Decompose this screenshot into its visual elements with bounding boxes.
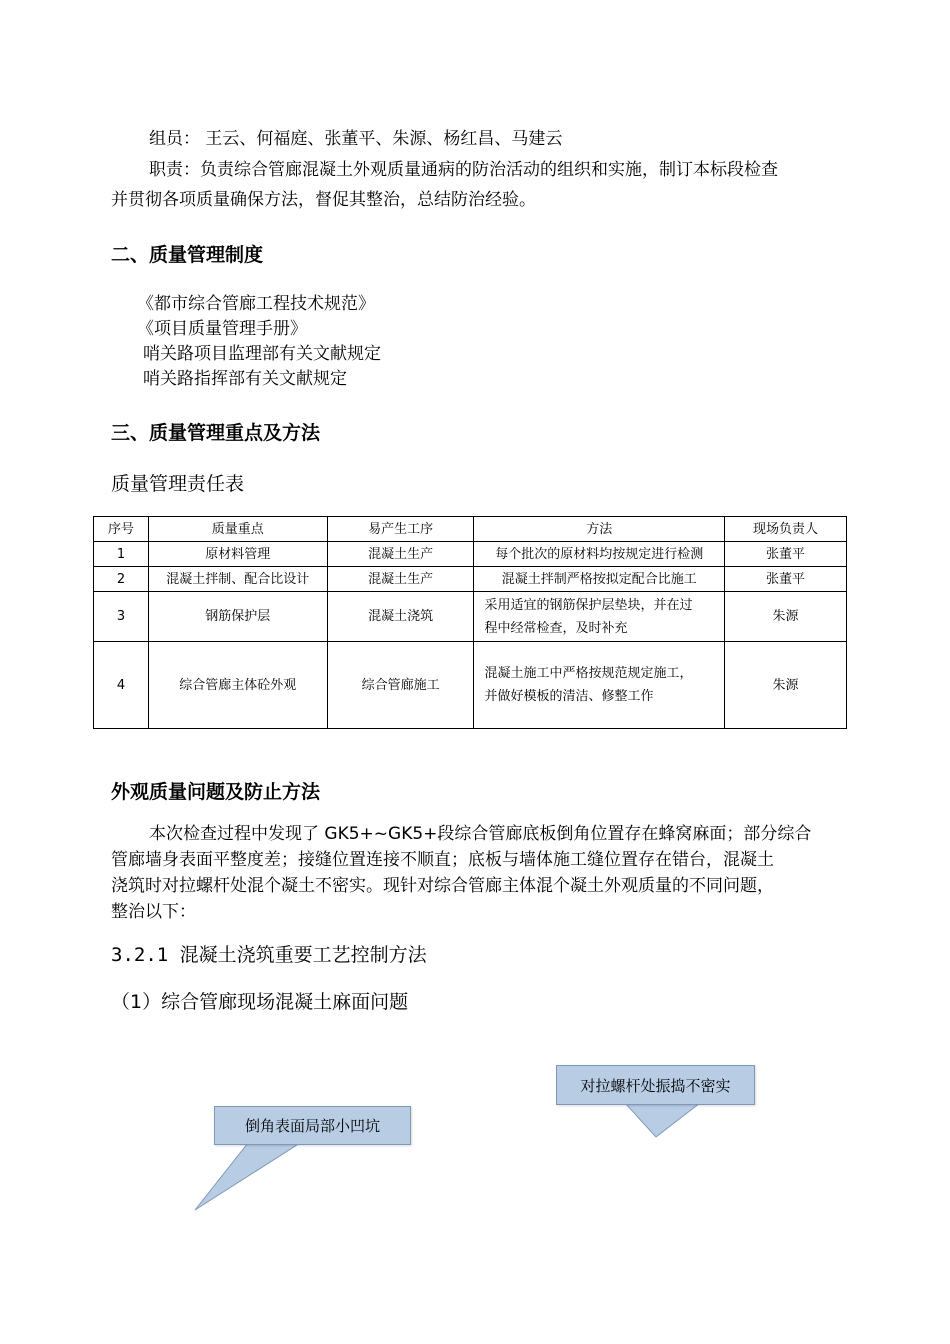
table-cell: 2: [94, 567, 149, 592]
section2-heading: 二、质量管理制度: [111, 244, 264, 266]
regulation-item: 《都市综合管廊工程技术规范》: [137, 294, 375, 314]
table-cell: 原材料管理: [148, 542, 327, 567]
table-cell-method: [474, 592, 725, 642]
table-row: [94, 592, 847, 642]
table-row: [94, 567, 847, 592]
quality-responsibility-table: [93, 516, 847, 729]
table-header-cell: 方法: [474, 517, 725, 542]
para-line: 整治以下：: [111, 902, 196, 922]
table-header-cell: 序号: [94, 517, 149, 542]
method-line: 采用适宜的钢筋保护层垫块，并在过: [484, 597, 693, 613]
method-line: 混凝土施工中严格按规范规定施工，: [484, 666, 693, 681]
section3-heading: 三、质量管理重点及方法: [111, 422, 321, 444]
table-cell: 朱源: [725, 642, 847, 729]
table-cell: 混凝土拌制严格按拟定配合比施工: [474, 567, 725, 592]
duty-line-1: 职责：负责综合管廊混凝土外观质量通病的防治活动的组织和实施，制订本标段检查: [149, 160, 778, 180]
table-cell: 1: [94, 542, 149, 567]
callout-tail-left: [195, 1143, 300, 1210]
table-cell: 混凝土生产: [327, 567, 474, 592]
subsection-heading: 3.2.1 混凝土浇筑重要工艺控制方法: [111, 944, 427, 966]
table-cell: 张董平: [725, 567, 847, 592]
table-cell: 张董平: [725, 542, 847, 567]
callout-right: [556, 1065, 755, 1105]
table-cell: 朱源: [725, 592, 847, 642]
table-cell: 混凝土生产: [327, 542, 474, 567]
callout-tail-right: [625, 1103, 700, 1137]
table-cell: 综合管廊主体砼外观: [148, 642, 327, 729]
table-cell: 混凝土拌制、配合比设计: [148, 567, 327, 592]
para-line: 管廊墙身表面平整度差；接缝位置连接不顺直；底板与墙体施工缝位置存在错台，混凝土: [111, 850, 774, 870]
regulation-item: 哨关路项目监理部有关文献规定: [143, 344, 381, 364]
duty-line-2: 并贯彻各项质量确保方法，督促其整治，总结防治经验。: [111, 190, 536, 210]
table-cell: 3: [94, 592, 149, 642]
para-line: 本次检查过程中发现了 GK5+~GK5+段综合管廊底板倒角位置存在蜂窝麻面；部分综合: [149, 824, 812, 844]
table-cell: 钢筋保护层: [148, 592, 327, 642]
table-header-row: [94, 517, 847, 542]
method-line: 程中经常检查，及时补充: [484, 620, 628, 636]
table-row: [94, 642, 847, 729]
callout-left: [214, 1106, 411, 1145]
subsubsection-heading: （1）综合管廊现场混凝土麻面问题: [111, 991, 409, 1013]
regulation-item: 哨关路指挥部有关文献规定: [143, 369, 347, 389]
table-row: [94, 542, 847, 567]
table-cell: 混凝土浇筑: [327, 592, 474, 642]
table-header-cell: 现场负责人: [725, 517, 847, 542]
table-cell: 4: [94, 642, 149, 729]
table-cell: 每个批次的原材料均按规定进行检测: [474, 542, 725, 567]
para-line: 浇筑时对拉螺杆处混个凝土不密实。现针对综合管廊主体混个凝土外观质量的不同问题，: [111, 876, 774, 896]
members-line: 组员： 王云、何福庭、张董平、朱源、杨红昌、马建云: [149, 129, 563, 149]
regulation-item: 《项目质量管理手册》: [137, 319, 307, 339]
method-line: 并做好模板的清洁、修整工作: [484, 689, 654, 704]
table-title: 质量管理责任表: [111, 473, 245, 495]
table-cell: 综合管廊施工: [327, 642, 474, 729]
appearance-heading: 外观质量问题及防止方法: [111, 781, 321, 803]
table-cell-method: [474, 642, 725, 729]
callout-right-label: 对拉螺杆处振捣不密实: [580, 1076, 731, 1095]
table-header-cell: 质量重点: [148, 517, 327, 542]
table-header-cell: 易产生工序: [327, 517, 474, 542]
callout-left-label: 倒角表面局部小凹坑: [244, 1117, 380, 1135]
